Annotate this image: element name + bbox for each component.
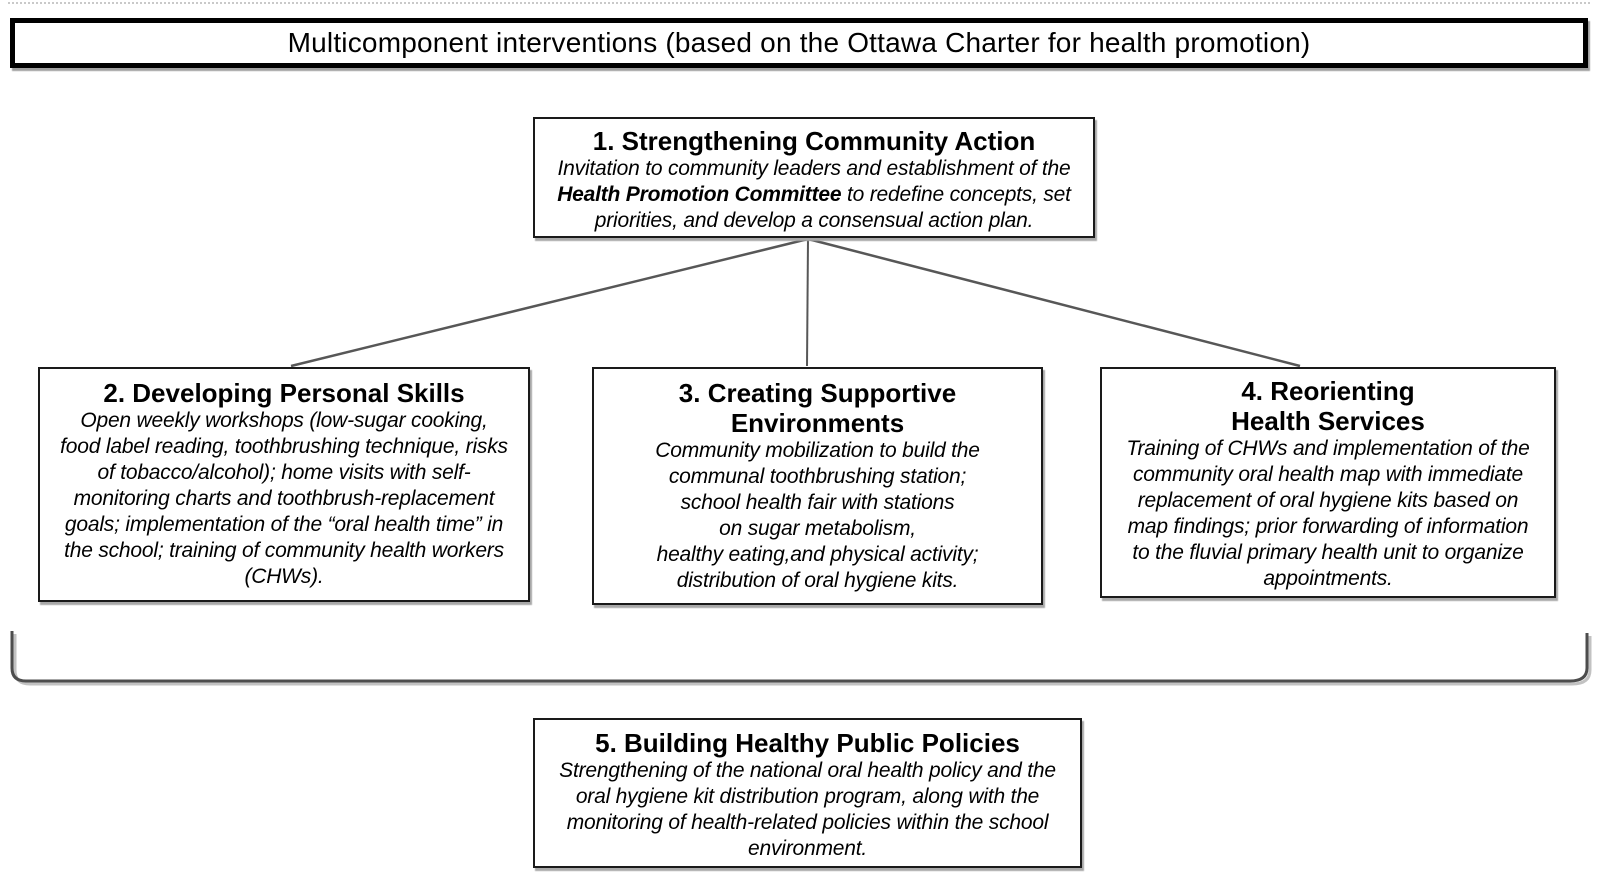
box-title: 3. Creating Supportive Environments <box>678 378 957 438</box>
box-body: Strengthening of the national oral health policy and the oral hygiene kit distribution program, along with the monitoring of health-related policies within the school environment. <box>559 759 1056 860</box>
grouping-bracket-shadow <box>15 634 1590 684</box>
box-creating-supportive-environments <box>592 367 1043 605</box>
box-title: 2. Developing Personal Skills <box>103 378 465 408</box>
diagram-title-banner <box>10 18 1588 68</box>
connector-line-to-box4 <box>808 239 1300 366</box>
box-body: Community mobilization to build the communal toothbrushing station; school health fair with stations on sugar metabolism, healthy eating,and physical activity; distribution of oral hygiene kits. <box>655 439 980 592</box>
box-body: Training of CHWs and implementation of the community oral health map with immediate replacement of oral hygiene kits based on map findings; prior forwarding of information to the fluvial primary health unit to organize appointments. <box>1126 437 1530 590</box>
box-title: 4. Reorienting Health Services <box>1231 376 1425 436</box>
diagram-title: Multicomponent interventions (based on the Ottawa Charter for health promotion) <box>287 27 1311 58</box>
box-developing-personal-skills <box>38 367 530 602</box>
box-body: Invitation to community leaders and establishment of the Health Promotion Committee to redefine concepts, set priorities, and develop a consensual action plan. <box>557 157 1071 232</box>
page-edge-divider <box>8 2 1590 4</box>
box-title: 1. Strengthening Community Action <box>592 126 1036 156</box>
connector-line-to-box2 <box>291 239 808 366</box>
box-strengthening-community-action <box>533 117 1095 238</box>
box-building-healthy-public-policies <box>533 718 1082 868</box>
box-body: Open weekly workshops (low-sugar cooking, food label reading, toothbrushing technique, risks of tobacco/alcohol); home visits with self- monitoring charts and toothbrush-replacement goals; implementation of the “oral health time” in the school; training of community health workers (CHWs). <box>60 409 508 588</box>
grouping-bracket <box>12 631 1587 681</box>
box-reorienting-health-services <box>1100 367 1556 598</box>
connector-line-to-box3 <box>807 239 808 366</box>
box-title: 5. Building Healthy Public Policies <box>595 728 1020 758</box>
